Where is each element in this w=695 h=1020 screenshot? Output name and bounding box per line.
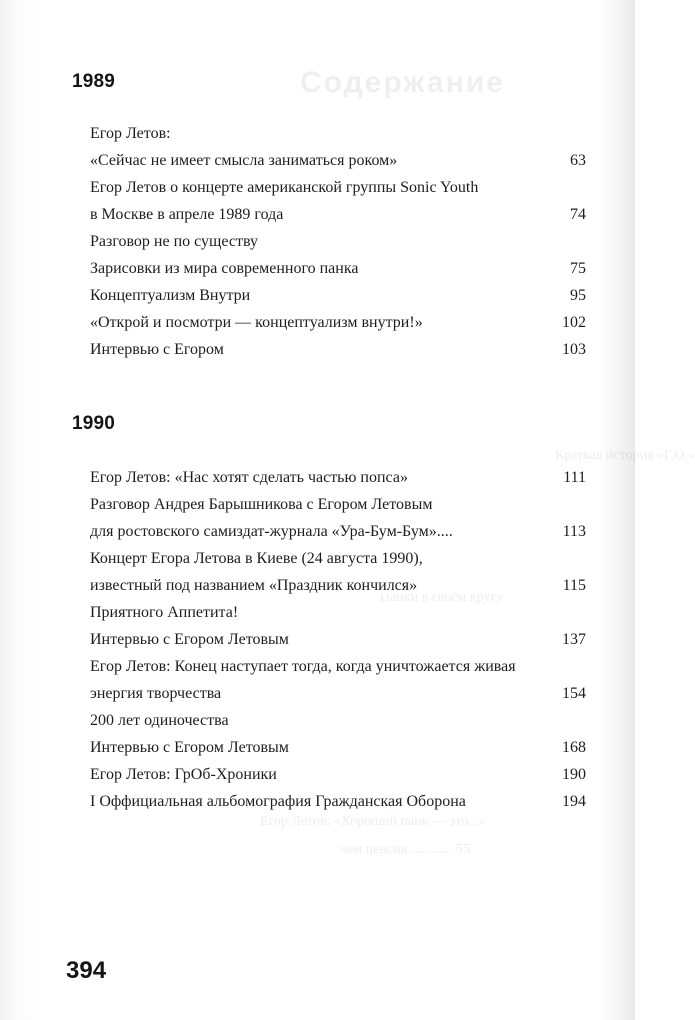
toc-entry[interactable] bbox=[90, 653, 586, 680]
entry-page: 113 bbox=[557, 518, 586, 545]
entry-page: 137 bbox=[556, 626, 586, 653]
toc-entry[interactable] bbox=[90, 788, 586, 815]
entry-title: «Сейчас не имеет смысла заниматься роком» bbox=[90, 152, 402, 169]
entry-title: Концептуализм Внутри bbox=[90, 287, 255, 304]
toc-entry[interactable] bbox=[90, 680, 586, 707]
show-through-text: чем пенсия ............ 55 bbox=[340, 842, 470, 857]
entry-title: Разговор не по существу bbox=[90, 233, 263, 250]
entry-title: Егор Летов: «Нас хотят сделать частью попса» bbox=[90, 469, 413, 486]
entry-page: 190 bbox=[556, 761, 586, 788]
page-number: 394 bbox=[66, 957, 107, 984]
toc-entry[interactable] bbox=[90, 147, 586, 174]
entry-title: Интервью с Егором Летовым bbox=[90, 739, 294, 756]
entry-page: 111 bbox=[557, 464, 586, 491]
toc-section-1990 bbox=[90, 464, 586, 815]
show-through-text: Егор Летов: «Хороший панк — это...» bbox=[260, 814, 486, 829]
entry-title: Концерт Егора Летова в Киеве (24 августа 1990), bbox=[90, 550, 428, 567]
entry-title: Егор Летов: bbox=[90, 125, 176, 142]
entry-title: Интервью с Егором bbox=[90, 341, 229, 358]
toc-entry[interactable] bbox=[90, 518, 586, 545]
entry-title: энергия творчества bbox=[90, 685, 226, 702]
entry-page: 103 bbox=[556, 336, 586, 363]
toc-entry[interactable] bbox=[90, 228, 586, 255]
entry-title: Егор Летов: ГрОб-Хроники bbox=[90, 766, 282, 783]
toc-entry[interactable] bbox=[90, 734, 586, 761]
entry-page: 154 bbox=[556, 680, 586, 707]
toc-entry[interactable] bbox=[90, 572, 586, 599]
entry-page: 102 bbox=[556, 309, 586, 336]
entry-title: Интервью с Егором Летовым bbox=[90, 631, 294, 648]
toc-entry[interactable] bbox=[90, 282, 586, 309]
entry-title: Разговор Андрея Барышникова с Егором Летовым bbox=[90, 496, 437, 513]
show-through-text: Краткая история «Г.О.» bbox=[555, 448, 695, 463]
toc-entry[interactable] bbox=[90, 255, 586, 282]
toc-entry[interactable] bbox=[90, 309, 586, 336]
entry-page: 75 bbox=[564, 255, 586, 282]
toc-section-1989 bbox=[90, 120, 586, 363]
toc-entry[interactable] bbox=[90, 464, 586, 491]
section-year: 1990 bbox=[72, 413, 116, 434]
toc-entry[interactable] bbox=[90, 174, 586, 201]
entry-title: «Открой и посмотри — концептуализм внутри!» bbox=[90, 314, 428, 331]
toc-entry[interactable] bbox=[90, 707, 586, 734]
entry-page: 115 bbox=[557, 572, 586, 599]
entry-title: в Москве в апреле 1989 года bbox=[90, 206, 288, 223]
entry-title: I Оффициальная альбомография Гражданская Оборона bbox=[90, 793, 471, 810]
entry-title: Егор Летов о концерте американской группы Sonic Youth bbox=[90, 179, 483, 196]
entry-title: Приятного Аппетита! bbox=[90, 604, 243, 621]
entry-page: 168 bbox=[556, 734, 586, 761]
show-through-heading: Содержание bbox=[300, 66, 505, 99]
toc-entry[interactable] bbox=[90, 491, 586, 518]
entry-title: Егор Летов: Конец наступает тогда, когда уничтожается живая bbox=[90, 658, 521, 675]
toc-entry[interactable] bbox=[90, 120, 586, 147]
entry-title: известный под названием «Праздник кончился» bbox=[90, 577, 422, 594]
entry-page: 95 bbox=[564, 282, 586, 309]
toc-entry[interactable] bbox=[90, 761, 586, 788]
entry-page: 74 bbox=[564, 201, 586, 228]
toc-entry[interactable] bbox=[90, 599, 586, 626]
entry-title: Зарисовки из мира современного панка bbox=[90, 260, 363, 277]
entry-page: 194 bbox=[556, 788, 586, 815]
entry-title: 200 лет одиночества bbox=[90, 712, 234, 729]
toc-entry[interactable] bbox=[90, 201, 586, 228]
entry-title: для ростовского самиздат-журнала «Ура-Бум-Бум».... bbox=[90, 523, 458, 540]
section-year: 1989 bbox=[72, 71, 116, 92]
toc-entry[interactable] bbox=[90, 336, 586, 363]
toc-entry[interactable] bbox=[90, 545, 586, 572]
toc-entry[interactable] bbox=[90, 626, 586, 653]
entry-page: 63 bbox=[564, 147, 586, 174]
